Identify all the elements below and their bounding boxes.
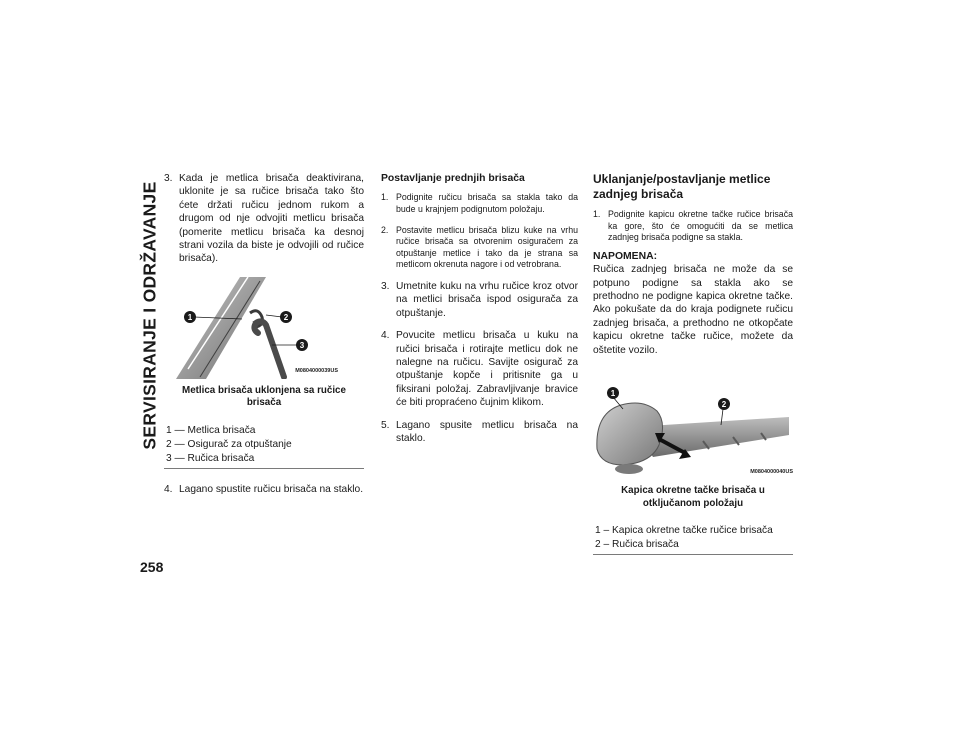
step-number: 2. [381,224,389,235]
pivot-cap-illustration [593,383,793,479]
figure-pivot-cap-unlocked [593,383,793,479]
step-5 [381,419,578,446]
step-text: Podignite ručicu brisača sa stakla tako da bude u krajnjem podignutom položaju. [396,192,578,214]
figure-legend [164,424,364,469]
figure-caption: Kapica okretne tačke brisača u otključanom položaju [621,485,765,509]
step-text: Povucite metlicu brisača u kuku na ručici brisača i rotirajte metlicu dok ne nalegne na ručicu. Savijte osigurač za otpuštanje kopče i pritisnite ga u fiksirani položaj. Zabravljivanje bravice će biti propraćeno čujnim klikom. [396,330,578,409]
legend-item: 3 — Ručica brisača [166,452,255,464]
legend-item: 2 – Ručica brisača [595,539,679,551]
step-number: 3. [381,280,390,292]
figure-caption: Metlica brisača uklonjena sa ručice brisača [182,384,346,409]
figure-code: M0804000040US [750,468,793,475]
callout-2: 2 [721,400,727,410]
callout-1: 1 [187,312,193,322]
step-1 [381,192,578,215]
column-3 [593,172,793,555]
note-text: Ručica zadnjeg brisača ne može da se potpuno podigne sa stakla ako se prethodno ne podigne kapica okretne tačke. Ako pokušate da do kraja podignete ručicu zadnjeg brisača, a prethodno ne otkopčate kapicu okretne tačke ručice, možete da oštetite vozilo. [593,264,793,356]
callout-3: 3 [299,340,305,350]
step-text: Kada je metlica brisača deaktivirana, uklonite je sa ručice brisača tako što ćete držati ručicu jednom rukom a drugom od nje odvojiti metlicu brisača (pomerite metlicu brisača ka desnoj strani vozila da biste je odvojili od ručice brisača). [179,173,364,265]
page-number: 258 [140,559,164,575]
wiper-blade-illustration [168,277,338,379]
chapter-title: SERVISIRANJE I ODRŽAVANJE [139,180,160,450]
step-number: 1. [593,209,601,219]
step-text: Postavite metlicu brisača blizu kuke na vrhu ručice brisača sa otvorenim osiguračem za otpuštanje metlice i tako da je strana sa metlicom okrenuta nagore i od vetrobrana. [396,224,578,270]
step-text: Lagano spustite ručicu brisača na staklo. [179,483,364,495]
callout-1: 1 [610,389,616,399]
step-3 [164,172,364,266]
figure-code: M0804000039US [295,368,338,375]
step-text: Lagano spusite metlicu brisača na staklo. [396,419,578,445]
step-4 [164,483,364,496]
step-2 [381,225,578,271]
step-3 [381,280,578,320]
figure-legend [593,524,793,555]
legend-item: 1 – Kapica okretne tačke ručice brisača [595,525,773,537]
step-number: 1. [381,192,389,203]
note-heading: NAPOMENA: [593,250,658,262]
step-number: 4. [164,483,173,495]
section-heading: Postavljanje prednjih brisača [381,173,525,184]
legend-item: 2 — Osigurač za otpuštanje [166,438,292,450]
callout-2: 2 [283,312,289,322]
step-1 [593,209,793,244]
section-heading: Uklanjanje/postavljanje metlice zadnjeg brisača [593,172,771,201]
step-4 [381,329,578,409]
column-1 [164,172,364,496]
step-number: 4. [381,330,390,342]
step-number: 5. [381,419,390,431]
step-number: 3. [164,173,173,184]
step-text: Umetnite kuku na vrhu ručice kroz otvor na metlici brisača ispod osigurača za otpuštanje. [396,280,578,319]
chapter-side-tab [139,150,161,480]
legend-item: 1 — Metlica brisača [166,424,256,436]
step-text: Podignite kapicu okretne tačke ručice brisača ka gore, što će omogućiti da se metlica zadnjeg brisača podigne sa stakla. [608,209,793,243]
figure-wiper-blade-removed [168,277,338,379]
column-2 [381,172,578,454]
